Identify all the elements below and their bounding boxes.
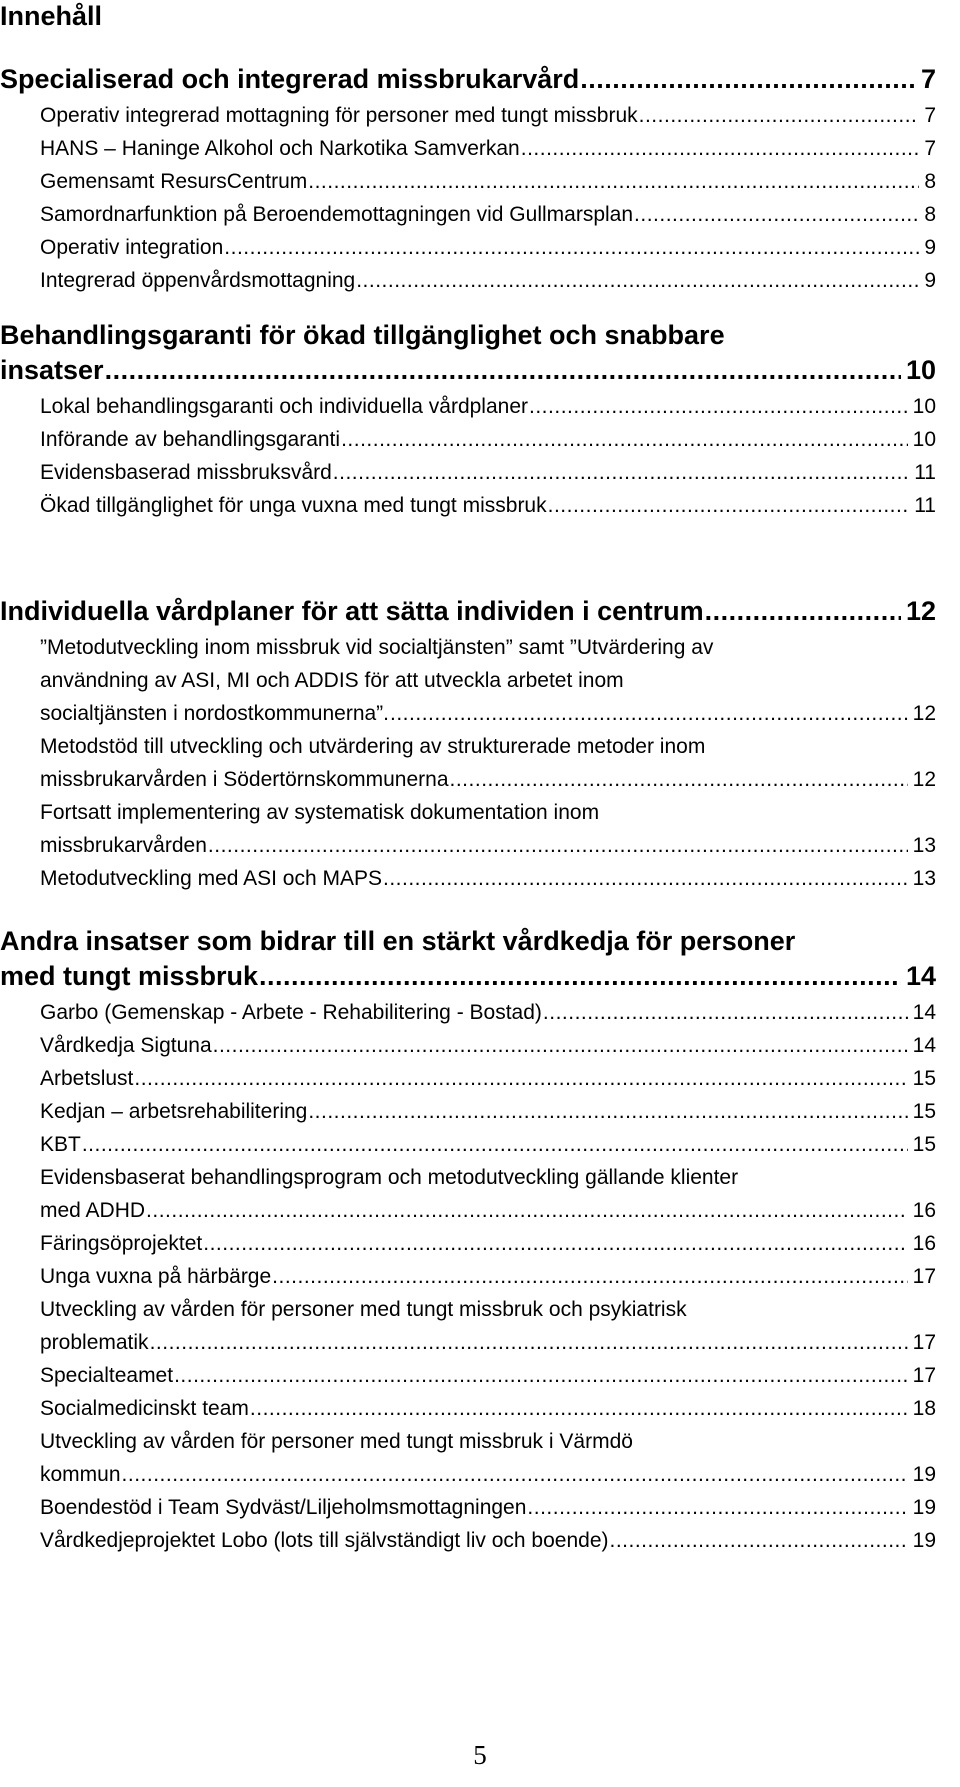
toc-entry-text: Införande av behandlingsgaranti xyxy=(40,428,341,451)
dot-leader xyxy=(150,1326,908,1359)
toc-section xyxy=(0,62,936,297)
dot-leader xyxy=(213,1029,908,1062)
toc-entry-page-number: 10 xyxy=(912,395,936,418)
toc-entry-text: Vårdkedjeprojektet Lobo (lots till självständigt liv och boende) xyxy=(40,1529,609,1552)
toc-entry-text: Fortsatt implementering av systematisk dokumentation inom xyxy=(40,801,600,824)
toc-entry-page-number: 12 xyxy=(912,768,936,791)
toc-entry-text: Färingsöprojektet xyxy=(40,1232,203,1255)
toc-entry-text: Socialmedicinskt team xyxy=(40,1397,249,1420)
dot-leader xyxy=(134,1062,907,1095)
dot-leader xyxy=(146,1194,908,1227)
toc-entry[interactable] xyxy=(40,165,936,198)
section-heading-text: Individuella vårdplaner för att sätta individen i centrum xyxy=(0,596,704,626)
toc-entry-leader-row xyxy=(40,198,936,231)
toc-entry[interactable] xyxy=(40,1491,936,1524)
section-heading-text: med tungt missbruk xyxy=(0,961,259,991)
toc-entry-text: problematik xyxy=(40,1331,149,1354)
toc-entry-page-number: 15 xyxy=(912,1067,936,1090)
toc-entry[interactable] xyxy=(40,796,936,862)
toc-entry-page-number: 11 xyxy=(914,494,936,517)
toc-entry[interactable] xyxy=(40,1293,936,1359)
toc-entry-leader-row xyxy=(40,697,936,730)
toc-entry-page-number: 14 xyxy=(912,1034,936,1057)
toc-entry[interactable] xyxy=(40,264,936,297)
toc-entry[interactable] xyxy=(40,132,936,165)
toc-entry-text: Boendestöd i Team Sydväst/Liljeholmsmottagningen xyxy=(40,1496,527,1519)
toc-entry[interactable] xyxy=(40,1425,936,1491)
dot-leader xyxy=(308,165,919,198)
toc-entry[interactable] xyxy=(40,390,936,423)
toc-entry[interactable] xyxy=(40,1161,936,1227)
dot-leader xyxy=(639,99,920,132)
toc-entry-text: Lokal behandlingsgaranti och individuella vårdplaner xyxy=(40,395,529,418)
toc-entry-text: Utveckling av vården för personer med tungt missbruk i Värmdö xyxy=(40,1430,633,1453)
dot-leader xyxy=(341,423,908,456)
toc-entry-leader-row xyxy=(40,456,936,489)
dot-leader xyxy=(122,1458,908,1491)
dot-leader xyxy=(529,390,908,423)
dot-leader xyxy=(105,353,901,388)
dot-leader xyxy=(580,62,916,97)
toc-entry-leader-row xyxy=(40,1326,936,1359)
toc-entry-text: Operativ integrerad mottagning för personer med tungt missbruk xyxy=(40,104,638,127)
toc-entry[interactable] xyxy=(40,1095,936,1128)
toc-entry-page-number: 18 xyxy=(912,1397,936,1420)
toc-entry-leader-row xyxy=(40,165,936,198)
toc-entry-page-number: 12 xyxy=(912,702,936,725)
toc-entry[interactable] xyxy=(40,1392,936,1425)
toc-entry[interactable] xyxy=(40,631,936,730)
dot-leader xyxy=(634,198,919,231)
toc-entry-page-number: 15 xyxy=(912,1133,936,1156)
page-number: 5 xyxy=(473,1740,487,1770)
toc-entry-leader-row xyxy=(40,1194,936,1227)
toc-entry-page-number: 17 xyxy=(912,1265,936,1288)
toc-entry-page-number: 16 xyxy=(912,1199,936,1222)
section-heading[interactable] xyxy=(0,62,936,97)
toc-entry-leader-row xyxy=(40,763,936,796)
toc-entry-leader-row xyxy=(40,1458,936,1491)
toc-entry-page-number: 17 xyxy=(912,1364,936,1387)
toc-entry[interactable] xyxy=(40,862,936,895)
toc-entry-page-number: 7 xyxy=(924,137,936,160)
toc-section xyxy=(0,594,936,895)
toc-entry-text: KBT xyxy=(40,1133,81,1156)
dot-leader xyxy=(272,1260,907,1293)
dot-leader xyxy=(450,763,908,796)
dot-leader xyxy=(333,456,909,489)
toc-entry[interactable] xyxy=(40,1227,936,1260)
toc-entry-leader-row xyxy=(40,1359,936,1392)
section-heading-leader-row xyxy=(0,594,936,629)
toc-entry[interactable] xyxy=(40,1128,936,1161)
toc-entry-leader-row xyxy=(40,132,936,165)
toc-entry-leader-row xyxy=(40,423,936,456)
toc-entry-text: Specialteamet xyxy=(40,1364,174,1387)
dot-leader xyxy=(610,1524,908,1557)
dot-leader xyxy=(208,829,908,862)
toc-entry-page-number: 8 xyxy=(924,203,936,226)
toc-entry-text: Utveckling av vården för personer med tungt missbruk och psykiatrisk xyxy=(40,1298,687,1321)
toc-entry-text: användning av ASI, MI och ADDIS för att utveckla arbetet inom xyxy=(40,669,624,692)
toc-entry-leader-row xyxy=(40,1095,936,1128)
section-heading-page-number: 10 xyxy=(905,355,936,385)
section-heading-leader-row xyxy=(0,959,936,994)
toc-entry-text: HANS – Haninge Alkohol och Narkotika Samverkan xyxy=(40,137,520,160)
toc-entry-leader-row xyxy=(40,1029,936,1062)
toc-entry[interactable] xyxy=(40,1062,936,1095)
section-heading-text: Specialiserad och integrerad missbrukarvård xyxy=(0,64,580,94)
toc-entry-text: Garbo (Gemenskap - Arbete - Rehabilitering - Bostad) xyxy=(40,1001,542,1024)
toc-entry-page-number: 11 xyxy=(914,461,936,484)
toc-entry[interactable] xyxy=(40,231,936,264)
toc-entry-leader-row xyxy=(40,1227,936,1260)
toc-entry[interactable] xyxy=(40,730,936,796)
toc-entry-page-number: 13 xyxy=(912,867,936,890)
toc-entry-text: missbrukarvården i Södertörnskommunerna xyxy=(40,768,449,791)
dot-leader xyxy=(203,1227,907,1260)
toc-entry-text: Metodstöd till utveckling och utvärdering av strukturerade metoder inom xyxy=(40,735,706,758)
toc-title: Innehåll xyxy=(0,1,103,31)
dot-leader xyxy=(527,1491,907,1524)
toc-entry-leader-row xyxy=(40,231,936,264)
toc-entry-text: missbrukarvården xyxy=(40,834,207,857)
toc-entry-text: Operativ integration xyxy=(40,236,224,259)
dot-leader xyxy=(383,862,908,895)
toc-entry-page-number: 15 xyxy=(912,1100,936,1123)
dot-leader xyxy=(224,231,919,264)
toc-entry-leader-row xyxy=(40,390,936,423)
toc-entry-page-number: 14 xyxy=(912,1001,936,1024)
toc-entry-text: Gemensamt ResursCentrum xyxy=(40,170,308,193)
section-heading-text: insatser xyxy=(0,355,104,385)
toc-entry-page-number: 9 xyxy=(924,269,936,292)
section-heading-page-number: 12 xyxy=(905,596,936,626)
dot-leader xyxy=(543,996,908,1029)
toc-entry-text: Arbetslust xyxy=(40,1067,134,1090)
toc-entry-page-number: 9 xyxy=(924,236,936,259)
toc-entry-page-number: 19 xyxy=(912,1463,936,1486)
toc-entry-page-number: 19 xyxy=(912,1529,936,1552)
toc-entry-page-number: 16 xyxy=(912,1232,936,1255)
dot-leader xyxy=(548,489,910,522)
toc-entry-page-number: 13 xyxy=(912,834,936,857)
toc-entry[interactable] xyxy=(40,1260,936,1293)
toc-section xyxy=(0,318,936,522)
toc-entry-leader-row xyxy=(40,1128,936,1161)
section-heading-text: Andra insatser som bidrar till en stärkt vårdkedja för personer xyxy=(0,926,796,956)
section-heading-leader-row xyxy=(0,353,936,388)
toc-entry-text: socialtjänsten i nordostkommunerna”. xyxy=(40,702,390,725)
toc-entry[interactable] xyxy=(40,996,936,1029)
dot-leader xyxy=(521,132,920,165)
dot-leader xyxy=(705,594,901,629)
toc-entry-text: med ADHD xyxy=(40,1199,146,1222)
toc-entry-text: kommun xyxy=(40,1463,121,1486)
toc-entry-page-number: 8 xyxy=(924,170,936,193)
toc-entry-page-number: 10 xyxy=(912,428,936,451)
section-heading[interactable] xyxy=(0,594,936,629)
toc-entry-page-number: 19 xyxy=(912,1496,936,1519)
dot-leader xyxy=(174,1359,908,1392)
toc-entry-text: Vårdkedja Sigtuna xyxy=(40,1034,212,1057)
section-heading-page-number: 14 xyxy=(905,961,936,991)
dot-leader xyxy=(259,959,901,994)
toc-entry-leader-row xyxy=(40,99,936,132)
toc-entry-text: Integrerad öppenvårdsmottagning xyxy=(40,269,356,292)
dot-leader xyxy=(250,1392,908,1425)
toc-entry-leader-row xyxy=(40,1260,936,1293)
dot-leader xyxy=(308,1095,907,1128)
toc-entry-leader-row xyxy=(40,996,936,1029)
toc-entry-leader-row xyxy=(40,862,936,895)
toc-entry-text: Evidensbaserat behandlingsprogram och metodutveckling gällande klienter xyxy=(40,1166,739,1189)
toc-entry[interactable] xyxy=(40,198,936,231)
toc-entry-leader-row xyxy=(40,1062,936,1095)
toc-entry[interactable] xyxy=(40,99,936,132)
toc-section xyxy=(0,924,936,1557)
toc-entry-leader-row xyxy=(40,489,936,522)
dot-leader xyxy=(390,697,908,730)
toc-entry[interactable] xyxy=(40,489,936,522)
toc-entry-leader-row xyxy=(40,1491,936,1524)
toc-entry-text: Ökad tillgänglighet för unga vuxna med tungt missbruk xyxy=(40,494,547,517)
toc-entry[interactable] xyxy=(40,456,936,489)
toc-entry-leader-row xyxy=(40,1392,936,1425)
toc-entry-leader-row xyxy=(40,264,936,297)
toc-entry-text: Metodutveckling med ASI och MAPS xyxy=(40,867,382,890)
section-heading-text: Behandlingsgaranti för ökad tillgänglighet och snabbare xyxy=(0,320,725,350)
toc-entry-leader-row xyxy=(40,829,936,862)
toc-entry-text: Kedjan – arbetsrehabilitering xyxy=(40,1100,308,1123)
toc-entry-text: Unga vuxna på härbärge xyxy=(40,1265,272,1288)
section-heading[interactable] xyxy=(0,318,936,388)
toc-entry[interactable] xyxy=(40,1359,936,1392)
dot-leader xyxy=(82,1128,908,1161)
toc-entry[interactable] xyxy=(40,1029,936,1062)
toc-entry[interactable] xyxy=(40,423,936,456)
section-heading-leader-row xyxy=(0,62,936,97)
dot-leader xyxy=(356,264,919,297)
section-heading-page-number: 7 xyxy=(920,64,936,94)
toc-entry-text: Evidensbaserad missbruksvård xyxy=(40,461,332,484)
section-heading[interactable] xyxy=(0,924,936,994)
toc-entry-text: Samordnarfunktion på Beroendemottagningen vid Gullmarsplan xyxy=(40,203,634,226)
toc-entry-text: ”Metodutveckling inom missbruk vid socialtjänsten” samt ”Utvärdering av xyxy=(40,636,714,659)
toc-entry[interactable] xyxy=(40,1524,936,1557)
toc-entry-leader-row xyxy=(40,1524,936,1557)
toc-entry-page-number: 7 xyxy=(924,104,936,127)
toc-entry-page-number: 17 xyxy=(912,1331,936,1354)
